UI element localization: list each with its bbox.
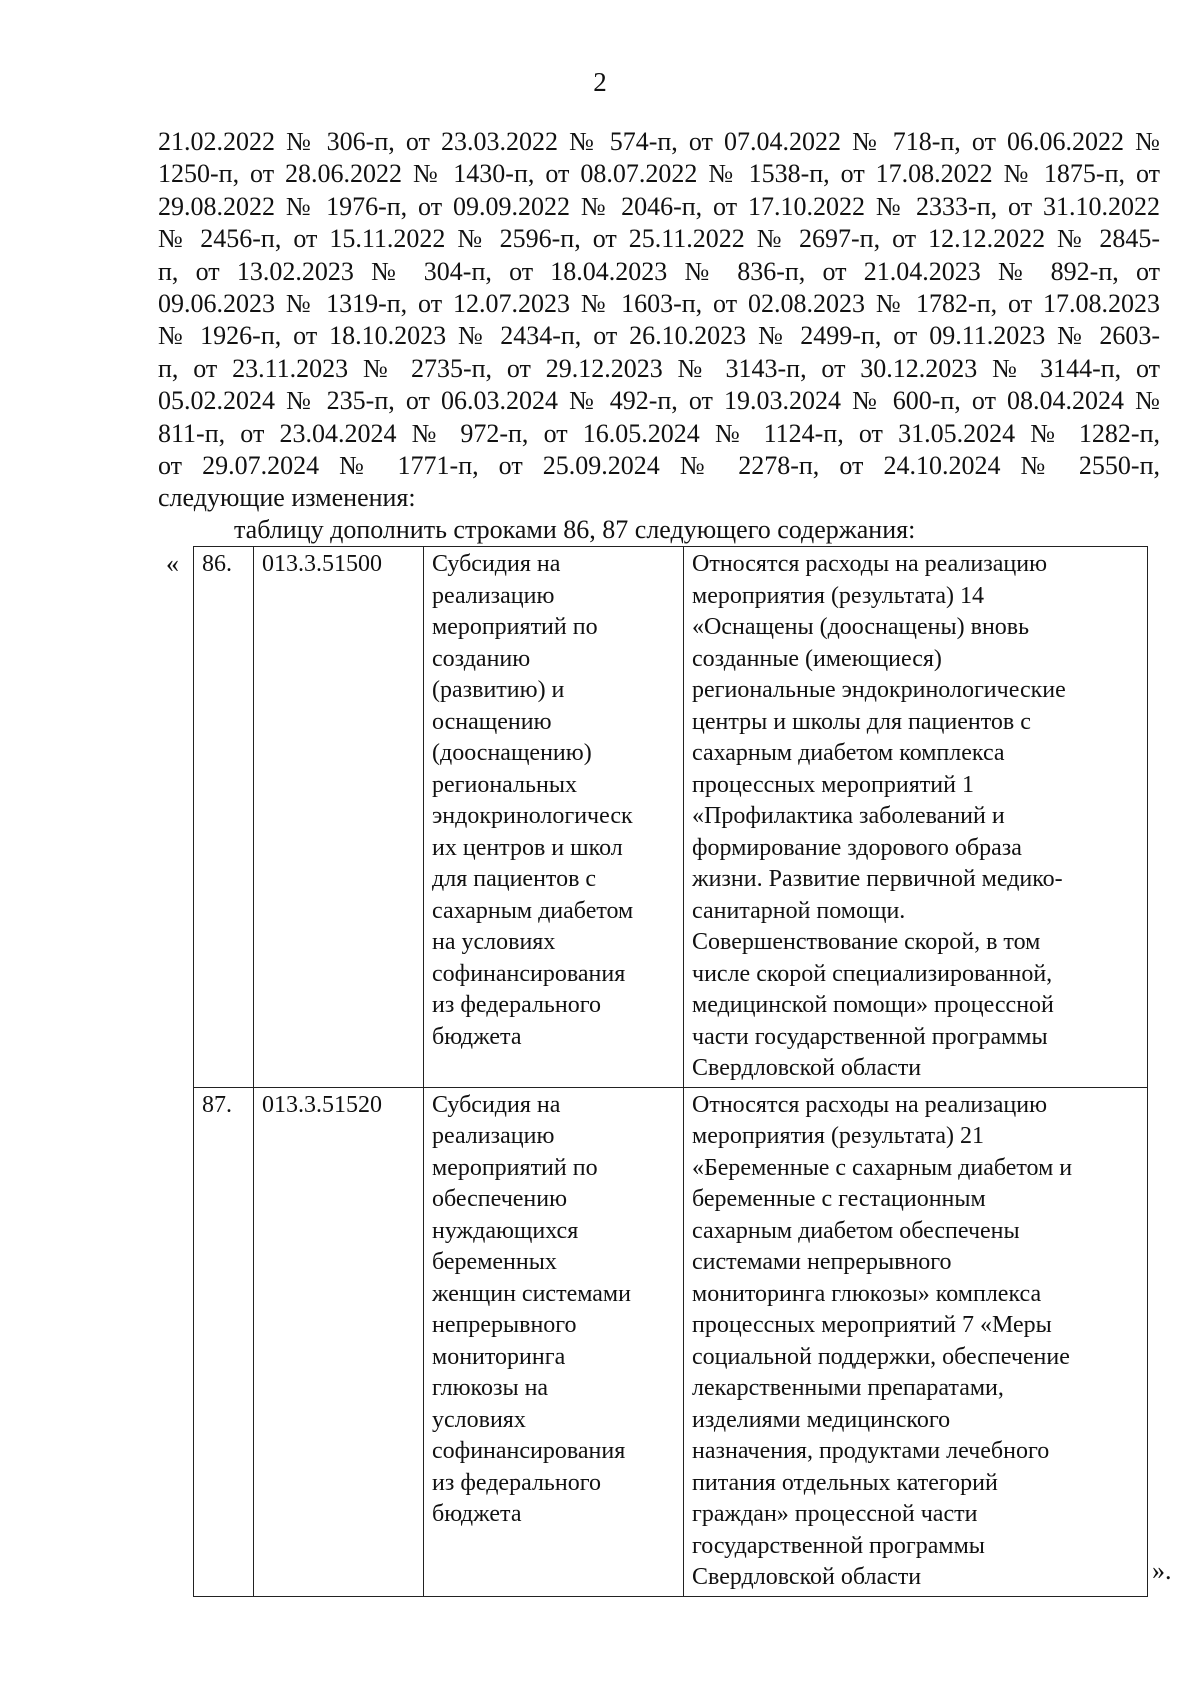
- cell-text-line: граждан» процессной части: [692, 1501, 978, 1527]
- cell-text-line: для пациентов с: [432, 866, 597, 892]
- cell-text-line: Относятся расходы на реализацию: [692, 551, 1048, 577]
- body-line: п, от 23.11.2023 № 2735-п, от 29.12.2023 № 3143-п, от 30.12.2023 № 3144-п, от: [158, 353, 1160, 383]
- cell-text-line: их центров и школ: [432, 834, 623, 861]
- cell-text-line: сахарным диабетом обеспечены: [692, 1217, 1020, 1244]
- body-paragraph: [158, 126, 1160, 515]
- cell-text-line: мероприятия (результата) 14: [692, 582, 985, 609]
- budget-classification-table: [193, 546, 1148, 1597]
- cell-text-line: региональных: [432, 771, 577, 798]
- table-body: [194, 547, 1148, 1597]
- cell-text-line: беременных: [432, 1249, 557, 1275]
- opening-quote-mark: «: [166, 549, 179, 578]
- cell-text-line: реализацию: [432, 1123, 555, 1149]
- cell-text-line: беременные с гестационным: [692, 1186, 986, 1212]
- row-code-cell: 013.3.51520: [254, 1087, 424, 1596]
- cell-text-line: сахарным диабетом: [432, 897, 634, 924]
- body-line: 811-п, от 23.04.2024 № 972-п, от 16.05.2024 № 1124-п, от 31.05.2024 № 1282-п,: [158, 418, 1160, 448]
- cell-text-line: Относятся расходы на реализацию: [692, 1091, 1048, 1118]
- cell-text-line: мероприятия (результата) 21: [692, 1123, 985, 1149]
- cell-text-line: на условиях: [432, 929, 556, 955]
- table-row: [194, 1087, 1148, 1596]
- cell-text-line: созданию: [432, 645, 531, 672]
- body-line: следующие изменения:: [158, 483, 416, 513]
- cell-text-line: лекарственными препаратами,: [692, 1375, 1004, 1401]
- cell-text-line: формирование здорового образа: [692, 834, 1022, 861]
- row-description-cell: [684, 1087, 1148, 1596]
- cell-text-line: процессных мероприятий 1: [692, 771, 974, 798]
- closing-quote-mark: ».: [1152, 1556, 1172, 1585]
- cell-text-line: (дооснащению): [432, 740, 592, 766]
- cell-text-line: Свердловской области: [692, 1564, 922, 1590]
- cell-text-line: софинансирования: [432, 960, 626, 987]
- cell-text-line: Субсидия на: [432, 1091, 561, 1118]
- body-line: № 2456-п, от 15.11.2022 № 2596-п, от 25.11.2022 № 2697-п, от 12.12.2022 № 2845-: [158, 224, 1160, 254]
- row-name-cell: [424, 1087, 684, 1596]
- cell-text-line: непрерывного: [432, 1312, 577, 1338]
- cell-text-line: «Профилактика заболеваний и: [692, 803, 1005, 829]
- cell-text-line: системами непрерывного: [692, 1249, 952, 1275]
- cell-text-line: назначения, продуктами лечебного: [692, 1438, 1050, 1464]
- cell-text-line: жизни. Развитие первичной медико-: [692, 866, 1063, 892]
- cell-text-line: питания отдельных категорий: [692, 1469, 998, 1496]
- cell-text-line: «Беременные с сахарным диабетом и: [692, 1154, 1073, 1181]
- cell-text-line: софинансирования: [432, 1438, 626, 1464]
- cell-text-line: мониторинга: [432, 1343, 566, 1370]
- cell-text-line: эндокринологическ: [432, 803, 633, 829]
- row-description-cell: [684, 547, 1148, 1088]
- body-line: 21.02.2022 № 306-п, от 23.03.2022 № 574-п, от 07.04.2022 № 718-п, от 06.06.2022 №: [158, 127, 1160, 156]
- cell-text-line: числе скорой специализированной,: [692, 960, 1053, 987]
- body-line: 1250-п, от 28.06.2022 № 1430-п, от 08.07.2022 № 1538-п, от 17.08.2022 № 1875-п, от: [158, 159, 1160, 189]
- body-line: 29.08.2022 № 1976-п, от 09.09.2022 № 2046-п, от 17.10.2022 № 2333-п, от 31.10.2022: [158, 191, 1160, 221]
- cell-text-line: «Оснащены (дооснащены) вновь: [692, 614, 1030, 640]
- cell-text-line: Совершенствование скорой, в том: [692, 929, 1041, 955]
- cell-text-line: мероприятий по: [432, 1154, 598, 1181]
- body-line: от 29.07.2024 № 1771-п, от 25.09.2024 № 2278-п, от 24.10.2024 № 2550-п,: [158, 451, 1160, 481]
- cell-text-line: реализацию: [432, 582, 555, 609]
- cell-text-line: мероприятий по: [432, 614, 598, 640]
- body-line: 05.02.2024 № 235-п, от 06.03.2024 № 492-п, от 19.03.2024 № 600-п, от 08.04.2024 №: [158, 386, 1160, 416]
- cell-text-line: Свердловской области: [692, 1055, 922, 1081]
- cell-text-line: из федерального: [432, 992, 601, 1018]
- row-code-cell: 013.3.51500: [254, 547, 424, 1088]
- cell-text-line: бюджета: [432, 1023, 522, 1050]
- body-line: 09.06.2023 № 1319-п, от 12.07.2023 № 1603-п, от 02.08.2023 № 1782-п, от 17.08.2023: [158, 289, 1160, 319]
- cell-text-line: изделиями медицинского: [692, 1406, 951, 1433]
- row-number-cell: 87.: [194, 1087, 254, 1596]
- body-line: п, от 13.02.2023 № 304-п, от 18.04.2023 № 836-п, от 21.04.2023 № 892-п, от: [158, 256, 1160, 286]
- cell-text-line: социальной поддержки, обеспечение: [692, 1343, 1070, 1370]
- cell-text-line: условиях: [432, 1406, 526, 1433]
- cell-text-line: нуждающихся: [432, 1217, 579, 1244]
- body-line: № 1926-п, от 18.10.2023 № 2434-п, от 26.10.2023 № 2499-п, от 09.11.2023 № 2603-: [158, 321, 1160, 351]
- cell-text-line: медицинской помощи» процессной: [692, 992, 1054, 1018]
- cell-text-line: государственной программы: [692, 1532, 985, 1559]
- cell-text-line: бюджета: [432, 1501, 522, 1527]
- cell-text-line: женщин системами: [432, 1280, 631, 1307]
- page-number: 2: [593, 67, 607, 97]
- cell-text-line: Субсидия на: [432, 551, 561, 577]
- cell-text-line: сахарным диабетом комплекса: [692, 740, 1005, 766]
- cell-text-line: санитарной помощи.: [692, 897, 906, 924]
- cell-text-line: процессных мероприятий 7 «Меры: [692, 1312, 1052, 1338]
- cell-text-line: (развитию) и: [432, 677, 565, 703]
- table-row: [194, 547, 1148, 1088]
- cell-text-line: части государственной программы: [692, 1023, 1048, 1050]
- cell-text-line: региональные эндокринологические: [692, 677, 1066, 703]
- cell-text-line: обеспечению: [432, 1186, 568, 1212]
- cell-text-line: оснащению: [432, 708, 552, 735]
- cell-text-line: созданные (имеющиеся): [692, 645, 942, 672]
- cell-text-line: глюкозы на: [432, 1375, 549, 1401]
- row-number-cell: 86.: [194, 547, 254, 1088]
- cell-text-line: мониторинга глюкозы» комплекса: [692, 1280, 1042, 1307]
- cell-text-line: из федерального: [432, 1469, 601, 1496]
- cell-text-line: центры и школы для пациентов с: [692, 708, 1031, 735]
- table-intro: таблицу дополнить строками 86, 87 следующего содержания:: [234, 515, 916, 544]
- row-name-cell: [424, 547, 684, 1088]
